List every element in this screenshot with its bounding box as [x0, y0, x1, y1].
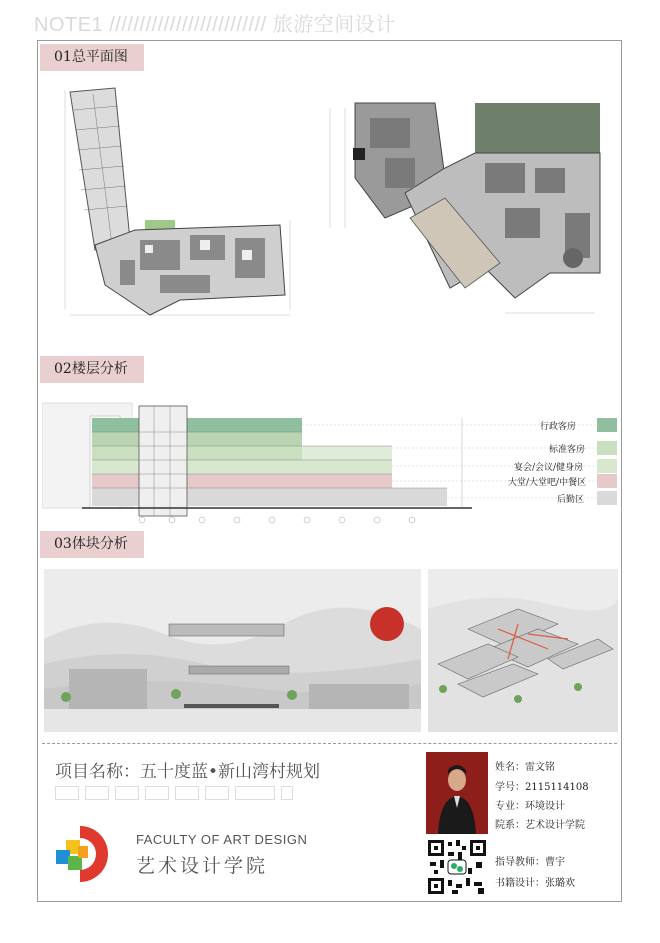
site-plan-right	[325, 98, 605, 328]
book-designer: 书籍设计：张璐欢	[495, 878, 575, 889]
project-name: 项目名称：五十度蓝•新山湾村规划	[55, 762, 321, 782]
student-department: 院系：艺术设计学院	[495, 820, 585, 831]
student-name: 姓名：雷文铭	[495, 762, 555, 773]
section-tag-floor-analysis: 02楼层分析	[40, 356, 144, 383]
student-major: 专业：环境设计	[495, 801, 565, 812]
legend-banquet-meeting-gym: 宴会/会议/健身房	[514, 463, 584, 473]
legend-lobby: 大堂/大堂吧/中餐区	[508, 478, 587, 488]
divider-line	[42, 743, 617, 744]
massing-elevation-image	[44, 569, 421, 732]
student-id: 学号：2115114108	[495, 782, 589, 793]
legend-standard-rooms: 标准客房	[549, 445, 586, 455]
legend-back-of-house: 后勤区	[557, 495, 585, 505]
faculty-name-english: FACULTY OF ART DESIGN	[136, 832, 308, 847]
project-subtitle-placeholder	[55, 786, 293, 800]
site-plan-left	[60, 80, 300, 340]
massing-axonometric-image	[428, 569, 618, 732]
section-tag-massing-analysis: 03体块分析	[40, 531, 144, 558]
legend-executive-rooms: 行政客房	[540, 422, 577, 432]
section-tag-site-plan: 01总平面图	[40, 44, 144, 71]
page-header: NOTE1 ////////////////////////// 旅游空间设计	[34, 14, 396, 36]
qr-code[interactable]	[426, 838, 488, 896]
faculty-logo	[56, 822, 120, 886]
faculty-name-chinese: 艺术设计学院	[136, 855, 269, 877]
student-photo	[426, 752, 488, 834]
advisor: 指导教师：曹宇	[495, 857, 565, 868]
